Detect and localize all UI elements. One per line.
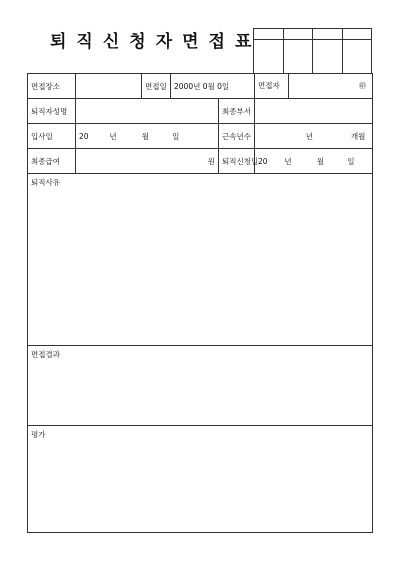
request-day-unit: 일 [347,156,355,166]
service-years-label: 근속년수 [219,124,255,149]
join-month-unit: 월 [141,131,150,141]
request-month-unit: 월 [316,156,325,166]
salary-unit: 원 [207,156,215,166]
approval-sign-cell[interactable] [283,40,313,74]
interview-date-label: 면접일 [142,74,171,99]
join-year-unit: 년 [109,131,117,141]
request-year-prefix: 20 [258,156,268,166]
applicant-name-field[interactable] [76,99,219,124]
interview-date-field[interactable]: 2000년 0월 0일 [171,74,255,99]
reason-section[interactable] [28,174,373,346]
service-years-unit: 년 [305,131,314,141]
last-salary-label: 최종급여 [28,149,76,174]
join-date-label: 입사일 [28,124,76,149]
service-months-unit: 개월 [350,131,366,141]
result-label: 면접결과 [31,350,60,359]
approval-box [253,28,372,74]
interview-place-label: 면접장소 [28,74,76,99]
approval-cell[interactable] [313,29,343,40]
evaluation-section[interactable] [28,426,373,533]
request-year-unit: 년 [284,156,292,166]
last-dept-label: 최종부서 [219,99,255,124]
approval-sign-cell[interactable] [313,40,343,74]
join-year-prefix: 20 [79,131,89,141]
request-date-field[interactable] [255,149,373,174]
join-day-unit: 일 [172,131,180,141]
last-salary-field[interactable] [76,149,219,174]
result-section[interactable] [28,346,373,426]
approval-cell[interactable] [283,29,313,40]
approval-cell[interactable] [254,29,284,40]
approval-sign-cell[interactable] [254,40,284,74]
join-date-field[interactable] [76,124,219,149]
approval-sign-cell[interactable] [342,40,372,74]
interview-form [27,73,373,533]
interviewer-label: 면접자 [255,74,289,98]
last-dept-field[interactable] [255,99,373,124]
interviewer-row [255,74,373,99]
service-years-field[interactable] [255,124,373,149]
seal-mark: ㊞ [359,82,367,90]
approval-cell[interactable] [342,29,372,40]
reason-label: 퇴직사유 [31,178,60,187]
evaluation-label: 평가 [31,430,46,439]
request-date-label: 퇴직신청일 [219,149,255,174]
page-title: 퇴직신청자면접표 [50,32,262,52]
interview-place-field[interactable] [76,74,142,99]
applicant-name-label: 퇴직자성명 [28,99,76,124]
